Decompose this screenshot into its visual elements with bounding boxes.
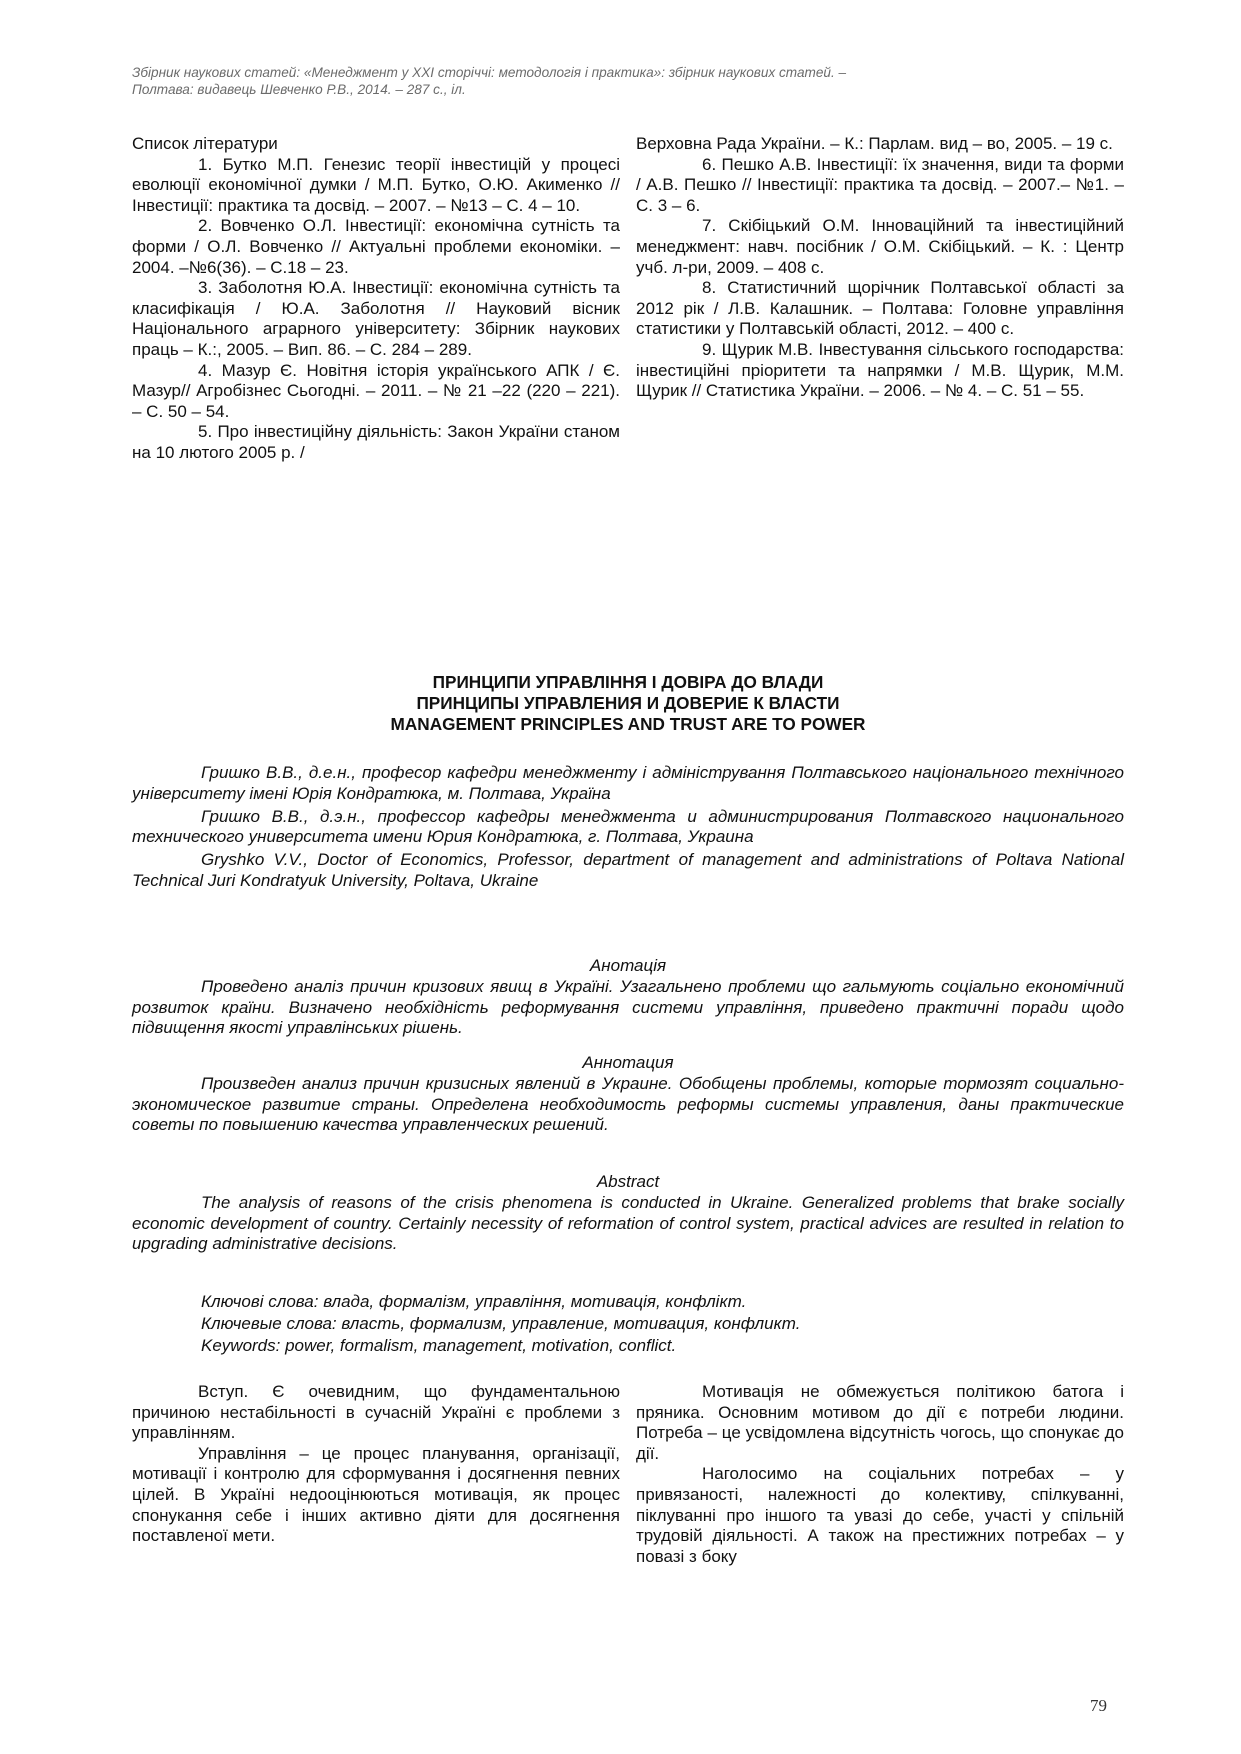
page-number: 79 [1090,1696,1107,1715]
reference-item: 6. Пешко А.В. Інвестиції: їх значення, види та форми / А.В. Пешко // Інвестиції: практика та досвід. – 2007.– №1. – С. 3 – 6. [636,154,1124,215]
body-paragraph: Мотивація не обмежується політикою батога і пряника. Основним мотивом до дії є потреби людини. Потреба – це усвідомлена відсутність чогось, що спонукає до дії. [636,1382,1124,1463]
keywords-ru: Ключевые слова: власть, формализм, управление, мотивация, конфликт. [201,1314,801,1333]
body-paragraph: Наголосимо на соціальних потребах – у привязаності, належності до колективу, спілкуванні, піклуванні про іншого та увазі до себе, участі у спільній трудовій діяльності. А також на престижних потребах – у повазі з боку [636,1464,1124,1566]
body-paragraph: Вступ. Є очевидним, що фундаментальною причиною нестабільності в сучасній Україні є проблеми з управлінням. [132,1382,620,1443]
abstract-ru-text: Произведен анализ причин кризисных явлений в Украине. Обобщены проблемы, которые тормозят социально-экономическое развитие страны. Определена необходимость реформы системы управления, даны практические советы по повышению качества управленческих решений. [132,1073,1124,1135]
abstract-en-heading: Abstract [596,1172,660,1191]
keywords-en: Keywords: power, formalism, management, motivation, conflict. [201,1336,677,1355]
reference-item: 1. Бутко М.П. Генезис теорії інвестицій у процесі еволюції економічної думки / М.П. Бутко, О.Ю. Акименко // Інвестиції: практика та досвід. – 2007. – №13 – С. 4 – 10. [132,154,620,215]
abstract-en [132,1172,1124,1255]
article-titles [132,672,1124,735]
abstract-ru [132,1053,1124,1136]
references-left-column [132,134,620,464]
keywords [132,1291,1124,1357]
reference-item: 9. Щурик М.В. Інвестування сільського господарства: інвестиційні пріоритети та напрямки / М.В. Щурик, М.М. Щурик // Статистика України. – 2006. – № 4. – С. 51 – 55. [636,339,1124,401]
reference-item: 7. Скібіцький О.М. Інноваційний та інвестиційний менеджмент: навч. посібник / О.М. Скібіцький. – К. : Центр учб. л-ри, 2009. – 408 с. [636,216,1124,277]
header-line-2: Полтава: видавець Шевченко Р.В., 2014. – 287 с., іл. [132,82,466,97]
keywords-ua: Ключові слова: влада, формалізм, управління, мотивація, конфлікт. [201,1292,747,1311]
reference-item: 5. Про інвестиційну діяльність: Закон України станом на 10 лютого 2005 р. / [132,422,620,462]
author-ua: Гришко В.В., д.е.н., професор кафедри менеджменту і адміністрування Полтавського національного технічного університету імені Юрія Кондратюка, м. Полтава, Україна [132,763,1124,803]
body-left-column [132,1382,620,1547]
abstract-ua [132,956,1124,1039]
reference-item: 8. Статистичний щорічник Полтавської області за 2012 рік / Л.В. Калашник. – Полтава: Головне управління статистики у Полтавській області, 2012. – 400 с. [636,278,1124,339]
body-paragraph: Управління – це процес планування, організації, мотивації і контролю для сформування і досягнення певних цілей. В Україні недооцінюються мотивація, як процес спонукання себе і інших активно діяти для досягнення поставленої мети. [132,1443,620,1546]
abstract-ru-heading: Аннотация [582,1053,674,1072]
reference-item: 2. Вовченко О.Л. Інвестиції: економічна сутність та форми / О.Л. Вовченко // Актуальні проблеми економіки. – 2004. –№6(36). – С.18 – 23. [132,216,620,277]
title-ru: ПРИНЦИПЫ УПРАВЛЕНИЯ И ДОВЕРИЕ К ВЛАСТИ [416,693,840,713]
running-header [132,64,1124,98]
author-ru: Гришко В.В., д.э.н., профессор кафедры менеджмента и администрирования Полтавского национального технического университета имени Юрия Кондратюка, г. Полтава, Украина [132,806,1124,847]
title-ua: ПРИНЦИПИ УПРАВЛІННЯ І ДОВІРА ДО ВЛАДИ [432,672,824,692]
abstract-en-text: The analysis of reasons of the crisis phenomena is conducted in Ukraine. Generalized problems that brake socially economic development of country. Certainly necessity of reformation of control system, practical advices are resulted in relation to upgrading administrative decisions. [132,1192,1124,1254]
title-en: MANAGEMENT PRINCIPLES AND TRUST ARE TO POWER [390,714,866,734]
references-title: Список літератури [132,134,278,153]
abstract-ua-heading: Анотація [589,956,667,975]
reference-item: 3. Заболотня Ю.А. Інвестиції: економічна сутність та класифікація / Ю.А. Заболотня // Науковий вісник Національного аграрного університету: Збірник наукових праць – К.:, 2005. – Вип. 86. – С. 284 – 289. [132,278,620,359]
body-right-column [636,1382,1124,1567]
reference-item-continued: Верховна Рада України. – К.: Парлам. вид – во, 2005. – 19 с. [636,134,1113,153]
abstract-ua-text: Проведено аналіз причин кризових явищ в Україні. Узагальнено проблеми що гальмують соціально економічний розвиток країни. Визначено необхідність реформування системи управління, приведено практичні поради щодо підвищення якості управлінських рішень. [132,976,1124,1038]
author-affiliations [132,763,1124,894]
references-right-column [636,134,1124,402]
reference-item: 4. Мазур Є. Новітня історія українського АПК / Є. Мазур// Агробізнес Сьогодні. – 2011. – № 21 –22 (220 – 221). – С. 50 – 54. [132,360,620,421]
author-en: Gryshko V.V., Doctor of Economics, Professor, department of management and administrations of Poltava National Technical Juri Kondratyuk University, Poltava, Ukraine [132,850,1124,890]
header-line-1: Збірник наукових статей: «Менеджмент у XXI сторіччі: методологія і практика»: збірник наукових статей. – [132,65,847,80]
